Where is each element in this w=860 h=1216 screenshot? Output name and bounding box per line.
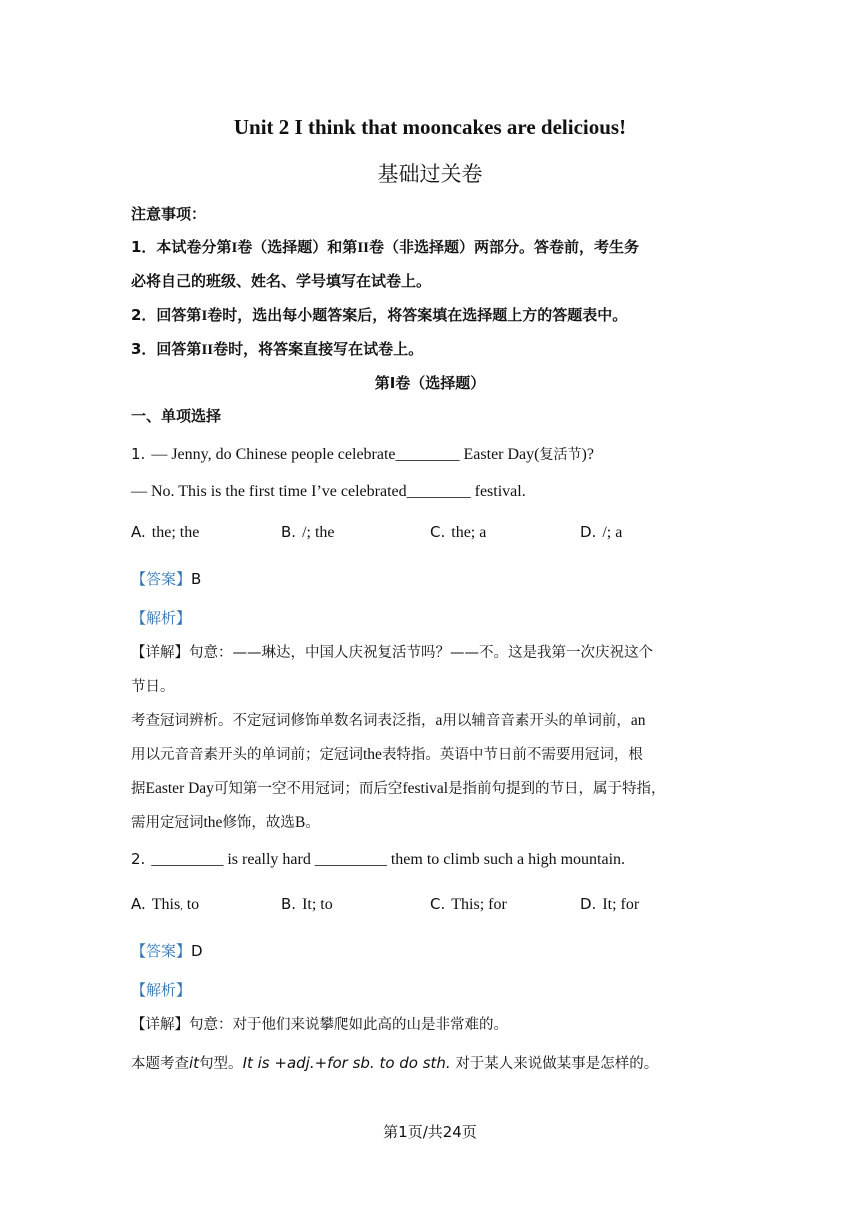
- q1-explanation-line-3: 据Easter Day可知第一空不用冠词；而后空festival是指前句提到的节日，属于特指，: [131, 780, 666, 797]
- page-number: 1: [398, 1123, 408, 1141]
- q1-option-b: B. /; the: [281, 523, 335, 541]
- page-total: 24: [442, 1123, 462, 1141]
- q1-explanation-line-4: 需用定冠词the修饰，故选B。: [131, 814, 320, 831]
- q1-option-c: C. the; a: [430, 523, 487, 541]
- question-1-line-2: — No. This is the first time I’ve celebrated________ festival.: [131, 483, 526, 500]
- notice-item-2: 2．回答第I卷时，选出每小题答案后，将答案填在选择题上方的答题表中。: [131, 306, 628, 324]
- page-subtitle: 基础过关卷: [377, 162, 483, 186]
- question-number: 2.: [131, 850, 146, 868]
- notice-heading: 注意事项：: [131, 205, 207, 223]
- q2-analysis-label: 【解析】: [131, 981, 192, 999]
- q1-answer: 【答案】B: [131, 570, 202, 588]
- question-2-line-1: 2. _________ is really hard _________ them to climb such a high mountain.: [131, 850, 626, 868]
- q2-option-c: C. This; for: [430, 895, 507, 913]
- q1-option-a: A. the; the: [131, 523, 200, 541]
- q2-answer: 【答案】D: [131, 942, 203, 960]
- q1-explanation-line-1: 考查冠词辨析。不定冠词修饰单数名词表泛指，a用以辅音音素开头的单词前，an: [131, 712, 646, 729]
- section-title: 第I卷（选择题）: [374, 374, 486, 392]
- q1-option-d: D. /; a: [580, 523, 623, 541]
- page-title: Unit 2 I think that mooncakes are delicious!: [233, 115, 627, 139]
- q1-explanation-line-2: 用以元音音素开头的单词前；定冠词the表特指。英语中节日前不需要用冠词，根: [131, 746, 643, 763]
- notice-item-1-cont: 必将自己的班级、姓名、学号填写在试卷上。: [131, 272, 432, 290]
- q2-option-d: D. It; for: [580, 895, 640, 913]
- section-heading: 一、单项选择: [131, 407, 222, 425]
- question-number: 1.: [131, 445, 146, 463]
- q2-explanation-line-1: 本题考查it句型。It is +adj.+for sb. to do sth. 对于某人来说做某事是怎样的。: [131, 1054, 659, 1072]
- notice-item-1: 1．本试卷分第I卷（选择题）和第II卷（非选择题）两部分。答卷前，考生务: [131, 238, 640, 256]
- q2-option-a: A. This, to: [131, 895, 200, 913]
- page-footer: 第1页/共24页: [383, 1123, 477, 1141]
- notice-item-3: 3．回答第II卷时，将答案直接写在试卷上。: [131, 340, 424, 358]
- q1-detail-line-1: 【详解】句意：——琳达，中国人庆祝复活节吗？——不。这是我第一次庆祝这个: [131, 645, 653, 661]
- q1-detail-line-2: 节日。: [131, 679, 175, 695]
- q2-option-b: B. It; to: [281, 895, 333, 913]
- q1-analysis-label: 【解析】: [131, 609, 192, 627]
- q2-detail-line-1: 【详解】句意：对于他们来说攀爬如此高的山是非常难的。: [131, 1017, 508, 1033]
- question-1-line-1: 1. — Jenny, do Chinese people celebrate________ Easter Day(复活节)?: [131, 445, 594, 463]
